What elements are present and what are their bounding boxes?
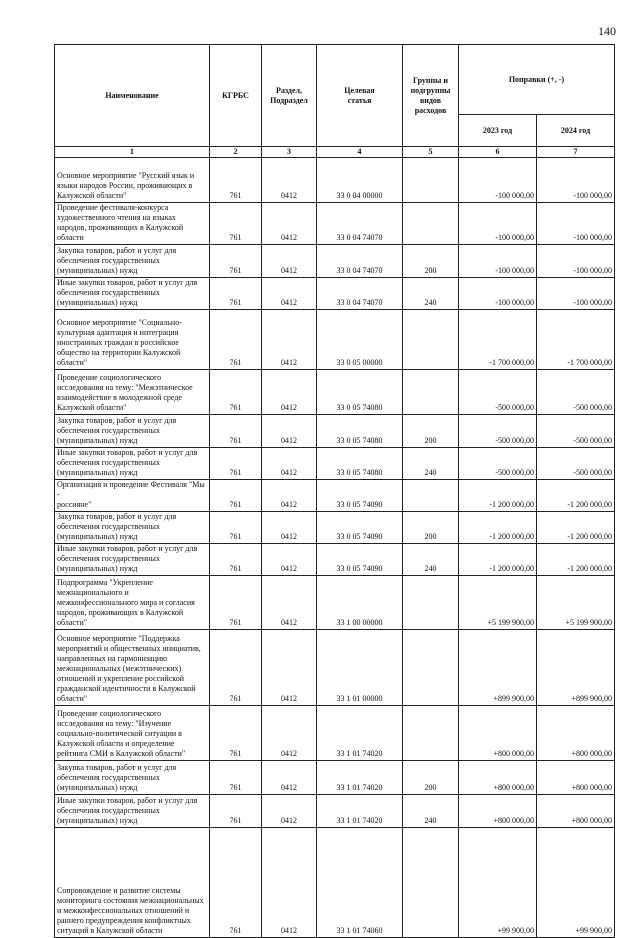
row-razdel-cell: 0412	[262, 630, 317, 706]
row-name-cell: Проведение социологического исследования на тему: "Межэтническое взаимодействие в молодежной среде Калужской области"	[55, 370, 210, 415]
table-row	[55, 706, 615, 761]
column-number-row	[55, 147, 615, 158]
row-kgrbs-cell: 761	[210, 630, 262, 706]
column-number: 4	[317, 147, 403, 158]
table-row	[55, 448, 615, 480]
row-amount-2024-cell: -100 000,00	[537, 158, 615, 203]
row-razdel-cell: 0412	[262, 576, 317, 630]
row-expense-group-cell	[403, 630, 459, 706]
table-row	[55, 576, 615, 630]
row-name-cell: Проведение социологического исследования на тему: "Изучение социально-политической ситуации в Калужской области и определение рейтинга СМИ в Калужской области"	[55, 706, 210, 761]
row-name-cell: Закупка товаров, работ и услуг для обеспечения государственных (муниципальных) нужд	[55, 245, 210, 278]
row-expense-group-cell: 200	[403, 512, 459, 544]
row-target-article-cell: 33 1 01 74020	[317, 706, 403, 761]
row-amount-2024-cell: -1 700 000,00	[537, 310, 615, 370]
row-amount-2024-cell: -100 000,00	[537, 278, 615, 310]
row-name-cell: Закупка товаров, работ и услуг для обеспечения государственных (муниципальных) нужд	[55, 512, 210, 544]
row-razdel-cell: 0412	[262, 448, 317, 480]
row-amount-2024-cell: +99 900,00	[537, 828, 615, 938]
row-amount-2023-cell: -100 000,00	[459, 245, 537, 278]
row-kgrbs-cell: 761	[210, 480, 262, 512]
row-amount-2023-cell: -100 000,00	[459, 158, 537, 203]
row-amount-2023-cell: +5 199 900,00	[459, 576, 537, 630]
row-amount-2023-cell: -100 000,00	[459, 203, 537, 245]
row-expense-group-cell	[403, 203, 459, 245]
row-name-cell: Иные закупки товаров, работ и услуг для обеспечения государственных (муниципальных) нужд	[55, 448, 210, 480]
row-razdel-cell: 0412	[262, 761, 317, 795]
row-kgrbs-cell: 761	[210, 245, 262, 278]
row-expense-group-cell	[403, 370, 459, 415]
table-row	[55, 310, 615, 370]
row-kgrbs-cell: 761	[210, 278, 262, 310]
row-amount-2024-cell: +899 900,00	[537, 630, 615, 706]
row-target-article-cell: 33 0 05 74090	[317, 480, 403, 512]
row-razdel-cell: 0412	[262, 245, 317, 278]
row-kgrbs-cell: 761	[210, 761, 262, 795]
row-amount-2023-cell: -1 200 000,00	[459, 544, 537, 576]
row-amount-2024-cell: -1 200 000,00	[537, 544, 615, 576]
row-amount-2024-cell: -500 000,00	[537, 448, 615, 480]
row-amount-2024-cell: -1 200 000,00	[537, 512, 615, 544]
header-expense-groups: Группы и подгруппы видов расходов	[403, 45, 459, 147]
row-kgrbs-cell: 761	[210, 203, 262, 245]
row-target-article-cell: 33 0 04 00000	[317, 158, 403, 203]
row-target-article-cell: 33 0 04 74070	[317, 278, 403, 310]
row-amount-2023-cell: -1 200 000,00	[459, 480, 537, 512]
row-kgrbs-cell: 761	[210, 415, 262, 448]
row-expense-group-cell: 240	[403, 544, 459, 576]
row-target-article-cell: 33 1 01 74020	[317, 795, 403, 828]
table-row	[55, 480, 615, 512]
header-kgrbs: КГРБС	[210, 45, 262, 147]
row-kgrbs-cell: 761	[210, 544, 262, 576]
row-target-article-cell: 33 0 05 74080	[317, 448, 403, 480]
table-row	[55, 415, 615, 448]
row-amount-2023-cell: -100 000,00	[459, 278, 537, 310]
page-number: 140	[598, 24, 616, 38]
header-year-2023: 2023 год	[459, 115, 537, 147]
row-target-article-cell: 33 1 01 74020	[317, 761, 403, 795]
table-row	[55, 630, 615, 706]
row-amount-2023-cell: +800 000,00	[459, 795, 537, 828]
row-expense-group-cell: 240	[403, 278, 459, 310]
row-name-cell: Иные закупки товаров, работ и услуг для обеспечения государственных (муниципальных) нужд	[55, 795, 210, 828]
row-razdel-cell: 0412	[262, 512, 317, 544]
row-name-cell: Закупка товаров, работ и услуг для обеспечения государственных (муниципальных) нужд	[55, 761, 210, 795]
row-razdel-cell: 0412	[262, 370, 317, 415]
row-razdel-cell: 0412	[262, 795, 317, 828]
row-name-cell: Иные закупки товаров, работ и услуг для обеспечения государственных (муниципальных) нужд	[55, 278, 210, 310]
row-target-article-cell: 33 1 01 00000	[317, 630, 403, 706]
row-kgrbs-cell: 761	[210, 158, 262, 203]
row-razdel-cell: 0412	[262, 278, 317, 310]
row-kgrbs-cell: 761	[210, 828, 262, 938]
row-expense-group-cell: 240	[403, 795, 459, 828]
row-expense-group-cell	[403, 480, 459, 512]
row-razdel-cell: 0412	[262, 706, 317, 761]
table-row	[55, 245, 615, 278]
row-name-cell: Основное мероприятие "Поддержка мероприятий и общественных инициатив, направленных на гармонизацию межнациональных (межэтнических) отношений и укрепление российской гражданской идентичности в Калужской области"	[55, 630, 210, 706]
row-razdel-cell: 0412	[262, 544, 317, 576]
header-year-2024: 2024 год	[537, 115, 615, 147]
row-name-cell: Проведение фестиваля-конкурса художественного чтения на языках народов, проживающих в Калужской области	[55, 203, 210, 245]
row-target-article-cell: 33 0 05 74090	[317, 512, 403, 544]
row-amount-2024-cell: -1 200 000,00	[537, 480, 615, 512]
row-name-cell: Иные закупки товаров, работ и услуг для обеспечения государственных (муниципальных) нужд	[55, 544, 210, 576]
row-amount-2023-cell: +800 000,00	[459, 761, 537, 795]
row-amount-2023-cell: -500 000,00	[459, 448, 537, 480]
table-row	[55, 828, 615, 938]
row-amount-2023-cell: -500 000,00	[459, 415, 537, 448]
table-row	[55, 544, 615, 576]
header-name: Наименование	[55, 45, 210, 147]
row-name-cell: Основное мероприятие "Социально- культурная адаптация и интеграция иностранных граждан в российское общество на территории Калужской области"	[55, 310, 210, 370]
table-row	[55, 761, 615, 795]
row-target-article-cell: 33 1 01 74060	[317, 828, 403, 938]
row-amount-2024-cell: -100 000,00	[537, 245, 615, 278]
row-kgrbs-cell: 761	[210, 310, 262, 370]
table-row	[55, 512, 615, 544]
row-name-cell: Сопровождение и развитие системы мониторинга состояния межнациональных и межконфессиональных отношений и раннего предупреждения конфликтных ситуаций в Калужской области	[55, 828, 210, 938]
row-target-article-cell: 33 1 00 00000	[317, 576, 403, 630]
row-razdel-cell: 0412	[262, 203, 317, 245]
row-target-article-cell: 33 0 05 74090	[317, 544, 403, 576]
column-number: 6	[459, 147, 537, 158]
budget-amendments-table	[54, 44, 615, 938]
row-amount-2024-cell: +800 000,00	[537, 761, 615, 795]
table-row	[55, 203, 615, 245]
row-amount-2023-cell: +899 900,00	[459, 630, 537, 706]
row-expense-group-cell	[403, 158, 459, 203]
row-expense-group-cell: 240	[403, 448, 459, 480]
row-target-article-cell: 33 0 05 74080	[317, 370, 403, 415]
row-kgrbs-cell: 761	[210, 706, 262, 761]
row-amount-2023-cell: -500 000,00	[459, 370, 537, 415]
row-razdel-cell: 0412	[262, 480, 317, 512]
row-amount-2024-cell: +5 199 900,00	[537, 576, 615, 630]
column-number: 1	[55, 147, 210, 158]
table-row	[55, 370, 615, 415]
header-target-article: Целевая статья	[317, 45, 403, 147]
row-expense-group-cell: 200	[403, 415, 459, 448]
column-number: 2	[210, 147, 262, 158]
row-razdel-cell: 0412	[262, 415, 317, 448]
row-target-article-cell: 33 0 05 74080	[317, 415, 403, 448]
header-amendments: Поправки (+, -)	[459, 45, 615, 115]
row-kgrbs-cell: 761	[210, 370, 262, 415]
row-razdel-cell: 0412	[262, 828, 317, 938]
row-expense-group-cell	[403, 706, 459, 761]
row-expense-group-cell: 200	[403, 245, 459, 278]
row-expense-group-cell: 200	[403, 761, 459, 795]
table-row	[55, 795, 615, 828]
row-amount-2024-cell: -500 000,00	[537, 370, 615, 415]
row-amount-2023-cell: +800 000,00	[459, 706, 537, 761]
row-expense-group-cell	[403, 576, 459, 630]
row-expense-group-cell	[403, 828, 459, 938]
column-number: 3	[262, 147, 317, 158]
table-row	[55, 278, 615, 310]
row-kgrbs-cell: 761	[210, 448, 262, 480]
row-amount-2023-cell: -1 200 000,00	[459, 512, 537, 544]
row-kgrbs-cell: 761	[210, 576, 262, 630]
row-target-article-cell: 33 0 04 74070	[317, 245, 403, 278]
table-row	[55, 158, 615, 203]
row-name-cell: Основное мероприятие "Русский язык и языки народов России, проживающих в Калужской области"	[55, 158, 210, 203]
column-number: 7	[537, 147, 615, 158]
row-amount-2024-cell: -100 000,00	[537, 203, 615, 245]
row-amount-2024-cell: -500 000,00	[537, 415, 615, 448]
column-number: 5	[403, 147, 459, 158]
row-target-article-cell: 33 0 05 00000	[317, 310, 403, 370]
row-amount-2024-cell: +800 000,00	[537, 706, 615, 761]
row-target-article-cell: 33 0 04 74070	[317, 203, 403, 245]
row-amount-2024-cell: +800 000,00	[537, 795, 615, 828]
row-razdel-cell: 0412	[262, 310, 317, 370]
row-razdel-cell: 0412	[262, 158, 317, 203]
row-expense-group-cell	[403, 310, 459, 370]
header-razdel: Раздел, Подраздел	[262, 45, 317, 147]
row-kgrbs-cell: 761	[210, 512, 262, 544]
row-kgrbs-cell: 761	[210, 795, 262, 828]
row-name-cell: Закупка товаров, работ и услуг для обеспечения государственных (муниципальных) нужд	[55, 415, 210, 448]
row-name-cell: Организация и проведение Фестиваля "Мы - россияне"	[55, 480, 210, 512]
row-amount-2023-cell: +99 900,00	[459, 828, 537, 938]
row-name-cell: Подпрограмма "Укрепление межнационального и межконфессионального мира и согласия народов, проживающих в Калужской области"	[55, 576, 210, 630]
row-amount-2023-cell: -1 700 000,00	[459, 310, 537, 370]
